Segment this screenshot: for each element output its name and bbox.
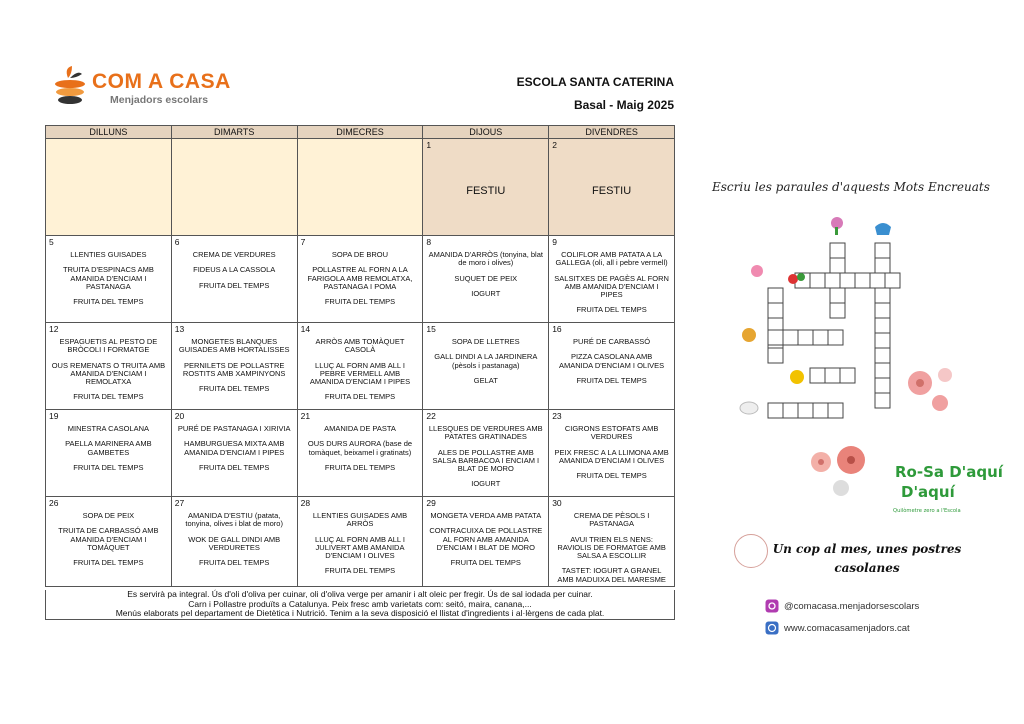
day-number: 2 — [552, 140, 557, 150]
postres-badge-icon — [734, 534, 768, 568]
dish-item: SOPA DE PEIX — [82, 511, 135, 520]
dish-item: ALES DE POLLASTRE AMB SALSA BARBACOA I ENCIAM I BLAT DE MORO — [432, 447, 540, 474]
day-number: 6 — [174, 237, 180, 247]
day-cell — [46, 323, 172, 410]
school-name: ESCOLA SANTA CATERINA — [516, 75, 674, 89]
day-number: 12 — [49, 324, 59, 334]
dish-item: FRUITA DEL TEMPS — [199, 280, 270, 290]
postres-line: Un cop al mes, unes postres — [772, 542, 962, 556]
dish-item: MONGETA VERDA AMB PATATA — [430, 511, 542, 520]
dish-item: COLIFLOR AMB PATATA A LA GALLEGA (oli, all i pebre vermell) — [555, 250, 668, 268]
day-header-dimarts: DIMARTS — [171, 126, 297, 139]
day-cell — [549, 497, 675, 587]
day-number: 26 — [49, 498, 59, 508]
website-link[interactable]: www.comacasamenjadors.cat — [784, 623, 910, 634]
dish-item: OUS DURS AURORA (base de tomàquet, beixamel i gratinats) — [307, 439, 413, 457]
menu-table — [45, 125, 675, 587]
day-header-divendres: DIVENDRES — [549, 126, 675, 139]
dish-list — [298, 141, 423, 144]
dish-item: FRUITA DEL TEMPS — [324, 462, 396, 472]
week-row — [46, 410, 675, 497]
dish-item: CREMA DE PÈSOLS I PASTANAGA — [573, 511, 650, 529]
day-number: 21 — [300, 411, 311, 421]
day-number: 27 — [174, 498, 185, 508]
day-header-dijous: DIJOUS — [423, 126, 549, 139]
dish-item: AMANIDA D'ARRÒS (tonyina, blat de moro i olives) — [428, 250, 543, 268]
day-cell — [297, 323, 423, 410]
dish-item: AMANIDA DE PASTA — [324, 424, 396, 433]
dish-item: AMANIDA D'ESTIU (patata, tonyina, olives i blat de moro) — [185, 511, 283, 529]
dish-item: SOPA DE LLETRES — [451, 337, 520, 346]
dish-list — [172, 509, 297, 567]
dish-list — [549, 509, 674, 584]
dish-item: MONGETES BLANQUES GUISADES AMB HORTALISSES — [178, 337, 290, 355]
dish-list — [549, 197, 674, 200]
dish-list — [46, 509, 171, 567]
footnote-line: Menús elaborats pel departament de Dietètica i Nutrició. Tenim a la seva disposició el llistat d'ingredients i al·lèrgens de cada plat. — [115, 608, 605, 618]
dish-list — [298, 335, 423, 402]
dish-list — [298, 248, 423, 306]
dish-list — [46, 335, 171, 402]
dish-item: POLLASTRE AL FORN A LA FARIGOLA AMB REMOLATXA, PASTANAGA I POMA — [307, 265, 413, 291]
day-cell — [46, 139, 172, 236]
website-icon — [765, 621, 779, 635]
day-cell — [423, 497, 549, 587]
day-cell — [549, 410, 675, 497]
crossword-title: Escriu les paraules d'aquests Mots Encreuats — [712, 180, 990, 194]
dish-item: FRUITA DEL TEMPS — [324, 297, 396, 307]
dish-item: TRUITA D'ESPINACS AMB AMANIDA D'ENCIAM I PASTANAGA — [62, 265, 154, 291]
svg-text:Quilòmetre zero a l'Escola: Quilòmetre zero a l'Escola — [893, 508, 961, 514]
dish-item: IOGURT — [471, 288, 501, 298]
dish-item: PIZZA CASOLANA AMB AMANIDA D'ENCIAM I OLIVES — [558, 352, 665, 370]
day-cell — [297, 139, 423, 236]
postres-line: casolanes — [834, 561, 900, 575]
week-row — [46, 497, 675, 587]
dish-list — [423, 197, 548, 200]
dish-item: FRUITA DEL TEMPS — [324, 566, 396, 576]
day-number: 9 — [552, 237, 557, 247]
dish-item: GELAT — [473, 375, 498, 385]
day-cell — [297, 497, 423, 587]
holiday-label: FESTIU — [466, 185, 506, 197]
footnote-line: Es servirà pa integral. Ús d'oli d'oliva per cuinar, oli d'oliva verge per amanir i alt oleic per fregir. Ús de sal iodada per cuinar. — [127, 589, 593, 599]
day-number: 5 — [49, 237, 54, 247]
day-number: 14 — [300, 324, 311, 334]
dish-item: FIDEUS A LA CASSOLA — [193, 265, 276, 275]
day-number: 20 — [174, 411, 185, 421]
dish-item: FRUITA DEL TEMPS — [199, 558, 270, 568]
day-cell — [297, 236, 423, 323]
day-cell — [171, 323, 297, 410]
dish-item: HAMBURGUESA MIXTA AMB AMANIDA D'ENCIAM I PIPES — [184, 439, 285, 457]
day-cell — [46, 497, 172, 587]
holiday-label: FESTIU — [592, 185, 632, 197]
dish-list — [423, 509, 548, 567]
dish-item: PERNILETS DE POLLASTRE ROSTITS AMB XAMPINYONS — [182, 360, 286, 378]
day-number: 8 — [426, 237, 432, 247]
dish-list — [172, 335, 297, 393]
day-cell — [549, 139, 675, 236]
dish-item: TASTET: IOGURT A GRANEL AMB MADUIXA DEL MARESME — [557, 566, 666, 584]
dish-item: LLUÇ AL FORN AMB ALL I JULIVERT AMB AMANIDA D'ENCIAM I OLIVES — [315, 534, 405, 561]
dish-item: FRUITA DEL TEMPS — [576, 471, 647, 481]
day-cell — [171, 410, 297, 497]
dish-list — [423, 422, 548, 489]
day-cell — [423, 139, 549, 236]
week-row — [46, 139, 675, 236]
flower-decoration-icon — [806, 440, 876, 500]
dish-item: LLUÇ AL FORN AMB ALL I PEBRE VERMELL AMB AMANIDA D'ENCIAM I PIPES — [309, 360, 411, 387]
dish-list — [46, 422, 171, 472]
day-cell — [549, 236, 675, 323]
rosa-logo-text: Ro-Sa D'aquí — [895, 463, 1003, 481]
dish-item: FRUITA DEL TEMPS — [199, 384, 270, 394]
dish-item: PURÉ DE CARBASSÓ — [573, 337, 651, 346]
day-number: 7 — [300, 237, 306, 247]
dish-item: GALL DINDI A LA JARDINERA (pèsols i pastanaga) — [434, 352, 538, 370]
dish-item: CREMA DE VERDURES — [192, 250, 276, 259]
day-cell — [46, 410, 172, 497]
day-number: 30 — [552, 498, 562, 508]
dish-item: PEIX FRESC A LA LLIMONA AMB AMANIDA D'ENCIAM I OLIVES — [554, 447, 669, 465]
dish-item: SOPA DE BROU — [331, 250, 389, 259]
dish-item: ESPAGUETIS AL PESTO DE BRÒCOLI I FORMATGE — [59, 337, 158, 355]
dish-item: LLENTIES GUISADES AMB ARRÒS — [312, 511, 408, 529]
dish-item: FRUITA DEL TEMPS — [324, 392, 396, 402]
dish-item: LLENTIES GUISADES — [70, 250, 147, 259]
dish-item: PAELLA MARINERA AMB GAMBETES — [65, 439, 152, 457]
day-number: 28 — [300, 498, 311, 508]
dish-item: WOK DE GALL DINDI AMB VERDURETES — [188, 534, 281, 552]
dish-item: SALSITXES DE PAGÈS AL FORN AMB AMANIDA D'ENCIAM I PIPES — [554, 273, 669, 300]
dish-list — [423, 248, 548, 298]
dish-list — [172, 248, 297, 290]
dish-item: OUS REMENATS O TRUITA AMB AMANIDA D'ENCIAM I REMOLATXA — [51, 360, 166, 387]
day-header-dilluns: DILLUNS — [46, 126, 172, 139]
dish-list — [298, 509, 423, 576]
instagram-handle[interactable]: @comacasa.menjadorsescolars — [784, 601, 920, 612]
dish-item: PURÉ DE PASTANAGA I XIRIVIA — [177, 424, 291, 433]
dish-item: SUQUET DE PEIX — [454, 273, 518, 283]
day-number: 29 — [426, 498, 436, 508]
dish-item: TRUITA DE CARBASSÓ AMB AMANIDA D'ENCIAM I TOMÀQUET — [58, 526, 159, 552]
day-number: 13 — [174, 324, 185, 334]
day-cell — [46, 236, 172, 323]
postres-message — [772, 540, 962, 578]
footnote-line: Carn i Pollastre produïts a Catalunya. Peix fresc amb varietats com: seitó, maira, canana,... — [188, 598, 532, 609]
dish-list — [46, 141, 171, 144]
dish-item: FRUITA DEL TEMPS — [73, 297, 144, 307]
day-number: 15 — [426, 324, 436, 334]
dish-item: CIGRONS ESTOFATS AMB VERDURES — [564, 424, 659, 442]
dish-list — [46, 248, 171, 306]
instagram-icon — [765, 599, 779, 613]
day-number: 23 — [552, 411, 562, 421]
dish-item: AVUI TRIEN ELS NENS: RAVIOLIS DE FORMATGE AMB SALSA A ESCOLLIR — [557, 534, 666, 561]
dish-item: FRUITA DEL TEMPS — [576, 375, 647, 385]
day-cell — [297, 410, 423, 497]
day-cell — [171, 497, 297, 587]
week-row — [46, 236, 675, 323]
dish-list — [298, 422, 423, 472]
brand-tagline: Menjadors escolars — [110, 94, 209, 106]
dish-item: FRUITA DEL TEMPS — [576, 305, 647, 315]
week-row — [46, 323, 675, 410]
crossword-grid — [735, 205, 965, 430]
day-cell — [549, 323, 675, 410]
day-cell — [423, 410, 549, 497]
dish-item: ARRÒS AMB TOMÀQUET CASOLÀ — [315, 337, 405, 355]
svg-text:D'aquí: D'aquí — [901, 483, 955, 501]
dish-list — [549, 422, 674, 480]
menu-footnote — [45, 590, 675, 620]
dish-item: CONTRACUIXA DE POLLASTRE AL FORN AMB AMANIDA D'ENCIAM I BLAT DE MORO — [429, 526, 543, 552]
day-number: 19 — [49, 411, 59, 421]
dish-list — [549, 335, 674, 385]
rosa-daqui-logo-icon — [893, 461, 1003, 515]
dish-list — [423, 335, 548, 385]
dish-item: FRUITA DEL TEMPS — [450, 558, 521, 568]
dish-item: FRUITA DEL TEMPS — [199, 462, 270, 472]
dish-item: IOGURT — [471, 479, 501, 489]
dish-item: FRUITA DEL TEMPS — [73, 462, 144, 472]
day-number: 1 — [426, 140, 432, 150]
dish-item: FRUITA DEL TEMPS — [73, 558, 144, 568]
menu-period: Basal - Maig 2025 — [573, 98, 674, 112]
day-header-dimecres: DIMECRES — [297, 126, 423, 139]
dish-list — [172, 422, 297, 472]
day-number: 16 — [552, 324, 562, 334]
brand-name: COM A CASA — [92, 70, 231, 93]
dish-item: MINESTRA CASOLANA — [67, 424, 150, 433]
day-number: 22 — [426, 411, 436, 421]
day-cell — [171, 139, 297, 236]
dish-item: LLESQUES DE VERDURES AMB PATATES GRATINADES — [428, 424, 543, 442]
day-cell — [423, 236, 549, 323]
day-cell — [171, 236, 297, 323]
dish-list — [549, 248, 674, 315]
dish-list — [172, 141, 297, 144]
day-cell — [423, 323, 549, 410]
dish-item: FRUITA DEL TEMPS — [73, 392, 144, 402]
